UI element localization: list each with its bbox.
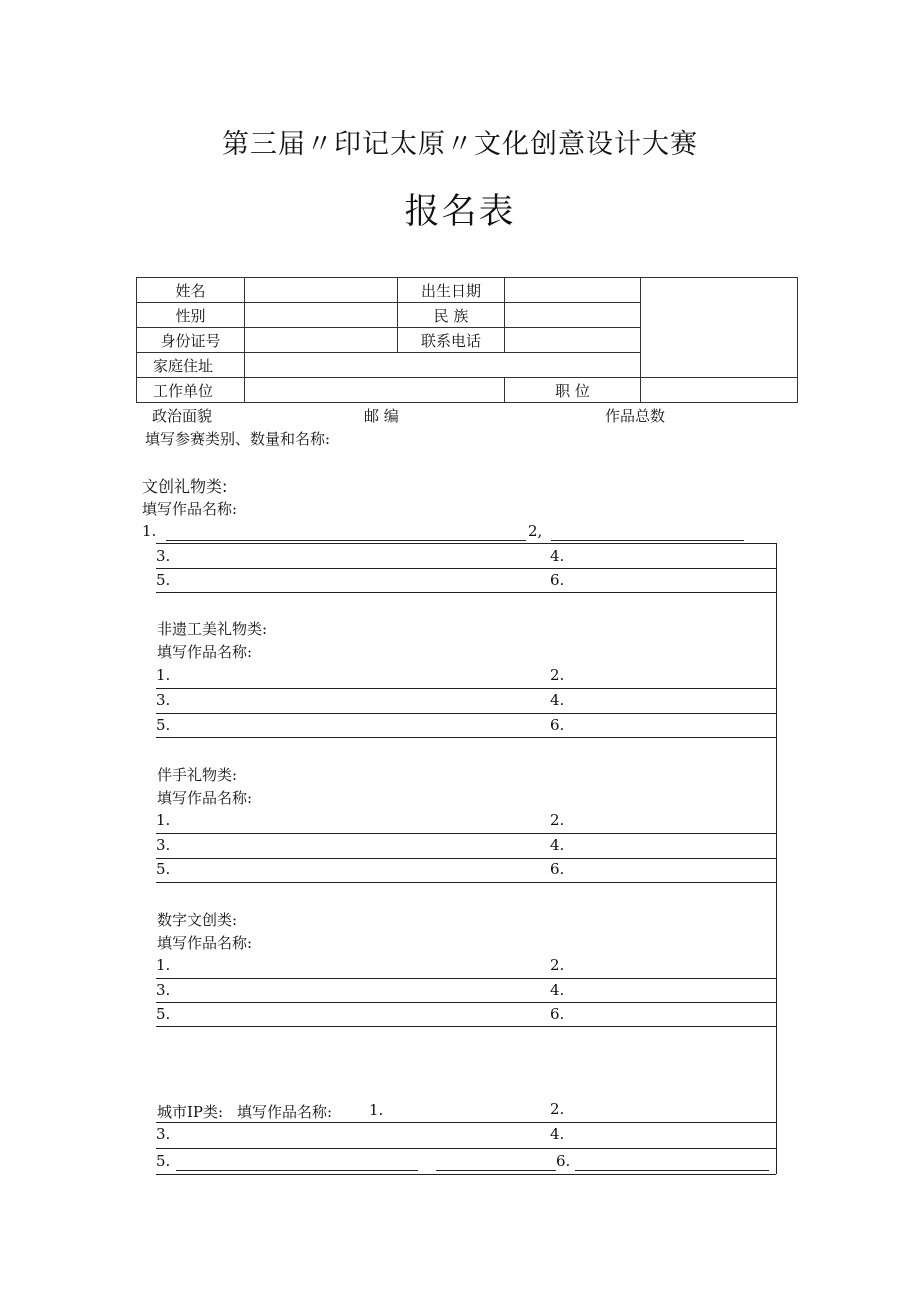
- instruction-text: 填写参赛类别、数量和名称:: [145, 430, 331, 448]
- fill-label: 填写作品名称:: [157, 934, 253, 952]
- position-field[interactable]: [641, 378, 798, 403]
- politics-label: 政治面貌: [152, 407, 213, 425]
- item-number: 2.: [550, 811, 565, 829]
- id-field[interactable]: [245, 328, 398, 353]
- row-rule: [156, 737, 776, 738]
- item-number: 6.: [550, 1005, 565, 1023]
- fill-label: 填写作品名称:: [157, 789, 253, 807]
- photo-box: [641, 278, 798, 378]
- page-title: 第三届〃印记太原〃文化创意设计大赛: [222, 129, 698, 160]
- item-number: 5.: [156, 571, 171, 589]
- fill-label: 填写作品名称:: [237, 1103, 333, 1121]
- item-number: 3.: [156, 981, 171, 999]
- phone-field[interactable]: [505, 328, 641, 353]
- entry-line[interactable]: [166, 540, 526, 541]
- row-rule: [156, 592, 776, 593]
- item-number: 6.: [550, 571, 565, 589]
- entry-line[interactable]: [575, 1170, 769, 1171]
- item-number: 6.: [550, 716, 565, 734]
- id-label: 身份证号: [137, 328, 245, 353]
- gender-label: 性别: [137, 303, 245, 328]
- entry-line[interactable]: [176, 1170, 418, 1171]
- phone-label: 联系电话: [398, 328, 505, 353]
- address-label: 家庭住址: [137, 353, 245, 378]
- item-number: 2.: [550, 956, 565, 974]
- section-title: 伴手礼物类:: [157, 766, 238, 784]
- item-number: 4.: [550, 1125, 565, 1143]
- section-title: 文创礼物类:: [142, 477, 228, 496]
- fill-label: 填写作品名称:: [157, 643, 253, 661]
- item-number: 5.: [156, 860, 171, 878]
- item-number: 3.: [156, 1125, 171, 1143]
- item-number: 3.: [156, 547, 171, 565]
- item-number: 3.: [156, 691, 171, 709]
- item-number: 4.: [550, 547, 565, 565]
- ethnicity-label: 民 族: [398, 303, 505, 328]
- row-rule: [156, 882, 776, 883]
- item-number: 6.: [550, 860, 565, 878]
- entry-line[interactable]: [436, 1170, 556, 1171]
- item-number: 2.: [550, 666, 565, 684]
- section-title: 数字文创类:: [157, 911, 238, 929]
- row-rule: [156, 688, 776, 689]
- row-rule: [156, 1026, 776, 1027]
- row-rule: [156, 1002, 776, 1003]
- row-rule: [156, 858, 776, 859]
- postcode-label: 邮 编: [364, 407, 399, 425]
- row-rule: [156, 1148, 776, 1149]
- gender-field[interactable]: [245, 303, 398, 328]
- item-number: 5.: [156, 716, 171, 734]
- item-number: 1.: [156, 811, 171, 829]
- ethnicity-field[interactable]: [505, 303, 641, 328]
- address-field[interactable]: [245, 353, 641, 378]
- work-label: 工作单位: [137, 378, 245, 403]
- name-field[interactable]: [245, 278, 398, 303]
- item-number: 1.: [369, 1101, 384, 1119]
- total-label: 作品总数: [605, 407, 666, 425]
- item-number: 6.: [556, 1152, 571, 1170]
- name-label: 姓名: [137, 278, 245, 303]
- item-number: 4.: [550, 691, 565, 709]
- item-number: 1.: [156, 956, 171, 974]
- row-rule: [156, 568, 776, 569]
- box-border: [776, 543, 777, 1174]
- row-rule: [156, 1174, 776, 1175]
- item-number: 3.: [156, 836, 171, 854]
- entry-line[interactable]: [551, 540, 744, 541]
- form-title: 报名表: [404, 192, 516, 232]
- row-rule: [156, 713, 776, 714]
- item-number: 1.: [156, 666, 171, 684]
- item-number: 2.: [550, 1100, 565, 1118]
- item-number: 1.: [142, 522, 157, 540]
- item-number: 4.: [550, 981, 565, 999]
- fill-label: 填写作品名称:: [142, 500, 238, 518]
- row-rule: [156, 1122, 776, 1123]
- item-number: 5.: [156, 1005, 171, 1023]
- item-number: 4.: [550, 836, 565, 854]
- row-rule: [156, 833, 776, 834]
- section-title: 非遗工美礼物类:: [157, 620, 268, 638]
- row-rule: [156, 978, 776, 979]
- item-number: 5.: [156, 1152, 171, 1170]
- section-title: 城市IP类:: [157, 1103, 224, 1121]
- birth-label: 出生日期: [398, 278, 505, 303]
- birth-field[interactable]: [505, 278, 641, 303]
- row-rule: [156, 543, 776, 544]
- item-number: 2,: [528, 522, 543, 540]
- personal-info-table: [136, 277, 798, 403]
- work-field[interactable]: [245, 378, 505, 403]
- position-label: 职 位: [505, 378, 641, 403]
